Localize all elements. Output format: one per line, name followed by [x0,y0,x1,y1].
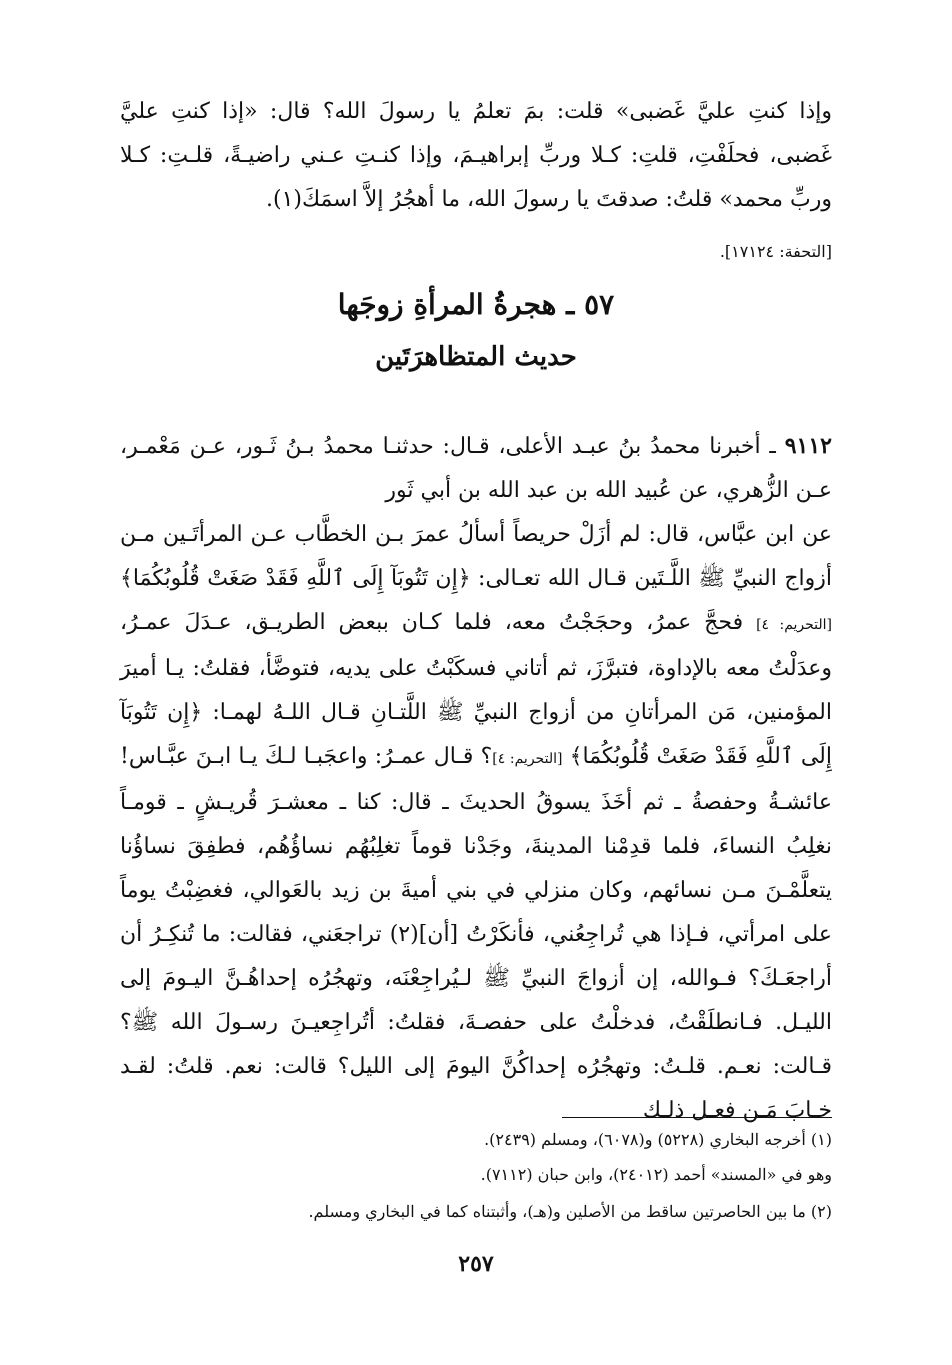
top-paragraph: وإذا كنتِ عليَّ غَضبى» قلت: بمَ تعلمُ يا رسولَ الله؟ قال: «إذا كنتِ عليَّ غَضبى، فحلَفْتِ، قلتِ: كـلا وربِّ إبراهيـمَ، وإذا كنـتِ عـني راضيـةً، قلـتِ: كـلا وربِّ محمد» قلتُ: صدقتَ يا رسولَ الله، ما أهجُرُ إلاَّ اسمَكَ(١). [120,99,832,212]
hadith-body [120,513,832,1133]
footnote-divider [562,1117,832,1118]
quran-reference-1: [التحريم: ٤] [756,617,833,633]
page-number: ٢٥٧ [458,1251,494,1277]
body-part-2: فحجَّ عمرُ، وحجَجْتُ معه، فلما كـان ببعض الطريـق، عـدَلَ عمـرُ، وعدَلْتُ معه بالإداوة، فتبرَّزَ، ثم أتاني فسكَبْتُ على يديه، فتوضَّأ، فقلتُ: يـا أميرَ المؤمنين، مَن المرأتانِ من أزواج النبيِّ ﷺ اللَّتـانِ قـال اللـهُ لهمـا: ﴿إِن تَتُوبَآ إِلَى ٱللَّهِ فَقَدْ صَغَتْ قُلُوبُكُمَا﴾ [120,610,832,769]
footnote-1-continued: وهو في «المسند» أحمد (٢٤٠١٢)، وابن حبان (٧١١٢). [480,1165,832,1184]
body-part-1: عن ابن عبَّاس، قال: لم أزَلْ حريصاً أسألُ عمرَ بـن الخطَّاب عـن المرأتَـين مـن أزواج النبيِّ ﷺ اللَّـتَين قـال الله تعـالى: ﴿إِن تَتُوبَآ إِلَى ٱللَّهِ فَقَدْ صَغَتْ قُلُوبُكُمَا﴾ [120,522,833,591]
body-part-3: ؟ قـال عمـرُ: واعجَبـا لـكَ يـا ابـنَ عبَّـاس! عائشـةُ وحفصةُ ـ ثم أخَذَ يسوقُ الحديثَ ـ قال: كنا ـ معشـرَ قُريـشٍ ـ قومـاً نغلِبُ النساءَ، فلما قدِمْنا المدينةَ، وجَدْنا قوماً تغلِبُهُم نساؤُهُم، فطفِقَ نساؤُنا يتعلَّمْـنَ مـن نسائهم، وكان منزلي في بني أميةَ بن زيد بالعَوالي، فغضِبْتُ يوماً على امرأتي، فـإذا هي تُراجِعُني، فأنكَرْتُ [أن](٢) تراجعَني، فقالت: ما تُنكِـرُ أن أراجعَـكَ؟ فـوالله، إن أزواجَ النبيِّ ﷺ لـيُراجِعْنَه، وتهجُرُه إحداهُـنَّ اليـومَ إلى الليـل. فـانطلَقْتُ، فدخلْتُ على حفصـةَ، فقلتُ: أتُراجِعيـنَ رسـولَ الله ﷺ؟ قـالت: نعـم. قلـتُ: وتهجُرُه إحداكُنَّ اليومَ إلى الليل؟ قالت: نعم. قلتُ: لقـد خـابَ مَـن فعـل ذلـك [120,744,832,1123]
footnote-2: (٢) ما بين الحاصرتين ساقط من الأصلين و(هـ)، وأثبتناه كما في البخاري ومسلم. [308,1202,832,1221]
hadith-isnad [120,424,832,513]
footnote-1: (١) أخرجه البخاري (٥٢٢٨) و(٦٠٧٨)، ومسلم (٢٤٣٩). [484,1130,832,1149]
quran-reference-2: [التحريم: ٤] [492,751,563,767]
hadith-number: ٩١١٢ [784,433,832,459]
isnad-text: ـ أخبرنا محمدُ بنُ عبـد الأعلى، قـال: حدثنـا محمدُ بـنُ ثَـور، عـن مَعْمـر، عـن الزُّهري، عن عُبيد الله بن عبد الله بن أبي ثَور [120,434,832,503]
section-title: حديث المتظاهرَتَين [375,342,577,372]
tuhfa-reference: [التحفة: ١٧١٢٤]. [719,242,832,261]
chapter-title: ٥٧ ـ هجرةُ المرأةِ زوجَها [337,288,615,321]
